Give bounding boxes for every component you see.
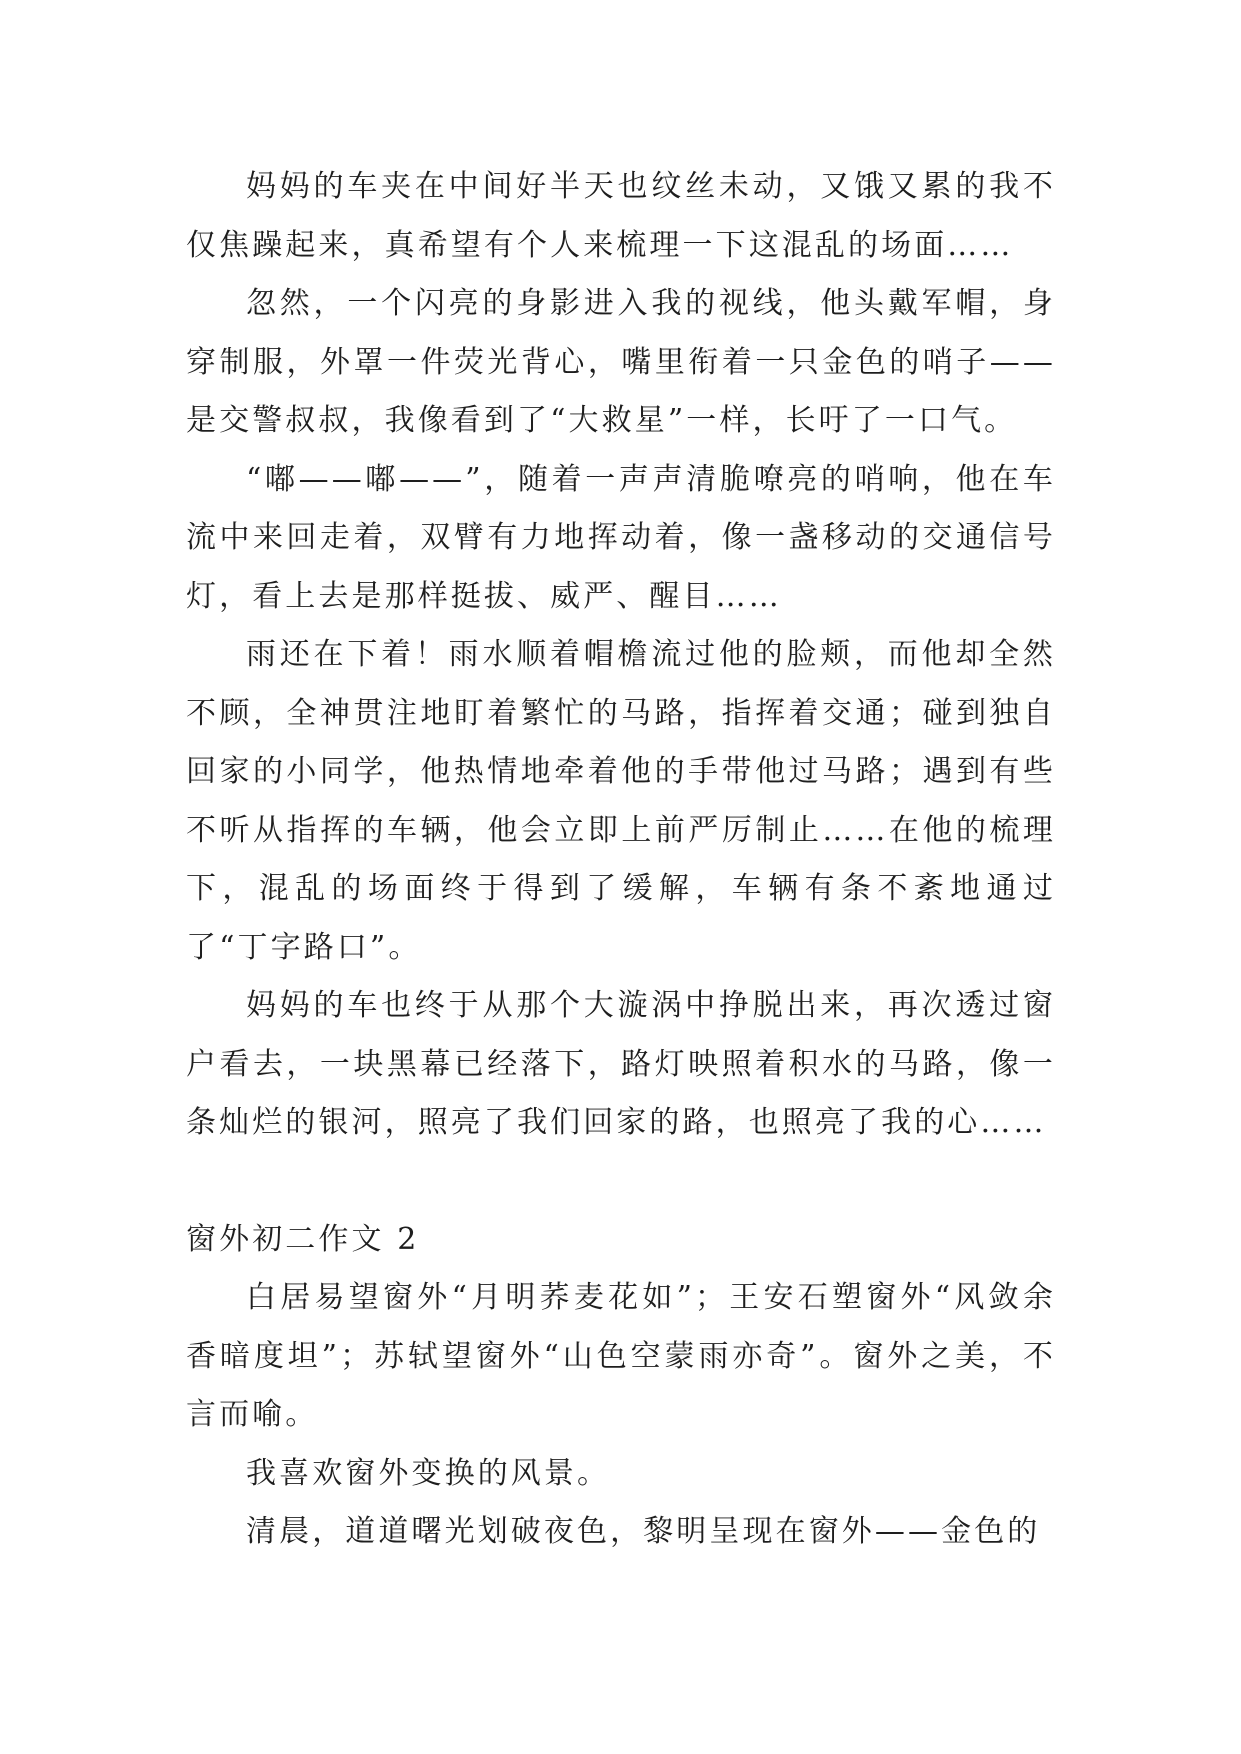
paragraph: 雨还在下着！雨水顺着帽檐流过他的脸颊，而他却全然不顾，全神贯注地盯着繁忙的马路，指挥着交通；碰到独自回家的小同学，他热情地牵着他的手带他过马路；遇到有些不听从指挥的车辆，他会立即上前严厉制止……在他的梳理下，混乱的场面终于得到了缓解，车辆有条不紊地通过了“丁字路口”。 — [186, 637, 1056, 965]
paragraph: 妈妈的车也终于从那个大漩涡中挣脱出来，再次透过窗户看去，一块黑幕已经落下，路灯映照着积水的马路，像一条灿烂的银河，照亮了我们回家的路，也照亮了我的心…… — [186, 988, 1056, 1140]
paragraph: 妈妈的车夹在中间好半天也纹丝未动，又饿又累的我不仅焦躁起来，真希望有个人来梳理一下这混乱的场面…… — [186, 169, 1056, 263]
paragraph: 我喜欢窗外变换的风景。 — [246, 1455, 611, 1491]
paragraph: 白居易望窗外“月明荞麦花如”；王安石塑窗外“风敛余香暗度坦”；苏轼望窗外“山色空蒙雨亦奇”。窗外之美，不言而喻。 — [186, 1280, 1056, 1432]
paragraph: 忽然，一个闪亮的身影进入我的视线，他头戴军帽，身穿制服，外罩一件荧光背心，嘴里衔着一只金色的哨子——是交警叔叔，我像看到了“大救星”一样，长吁了一口气。 — [186, 286, 1056, 438]
document-body — [186, 158, 1056, 1562]
paragraph: “嘟——嘟——”，随着一声声清脆嘹亮的哨响，他在车流中来回走着，双臂有力地挥动着，像一盏移动的交通信号灯，看上去是那样挺拔、威严、醒目…… — [186, 461, 1056, 614]
section-title: 窗外初二作文 2 — [186, 1221, 420, 1257]
paragraph: 清晨，道道曙光划破夜色，黎明呈现在窗外——金色的 — [246, 1514, 1041, 1549]
